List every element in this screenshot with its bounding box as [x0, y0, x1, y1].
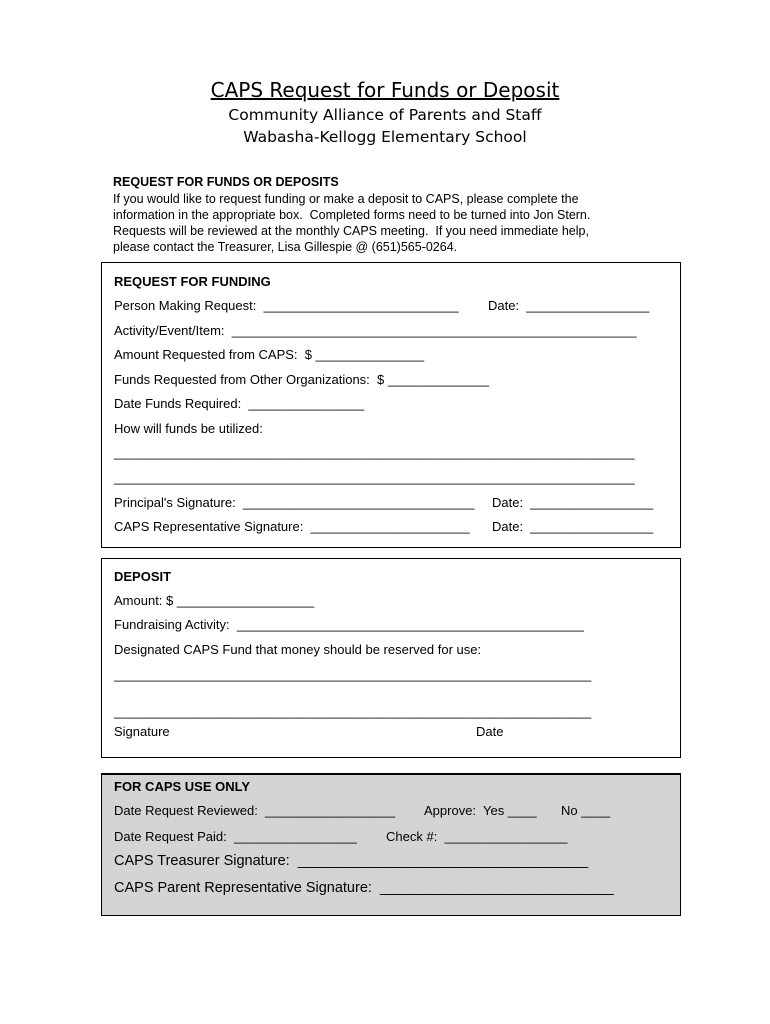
designated-fund-line[interactable]: __________________________________________________________________	[114, 667, 592, 682]
funding-section	[101, 262, 681, 548]
caps-use-section	[101, 773, 681, 916]
school-name: Wabasha-Kellogg Elementary School	[243, 128, 527, 146]
caps-use-heading: FOR CAPS USE ONLY	[114, 779, 251, 794]
approve-no-field[interactable]: No ____	[561, 803, 611, 818]
intro-line: Requests will be reviewed at the monthly CAPS meeting. If you need immediate help,	[113, 224, 589, 238]
date-label: Date	[476, 724, 504, 739]
funding-heading: REQUEST FOR FUNDING	[114, 274, 271, 289]
check-number-field[interactable]: Check #: _________________	[386, 829, 568, 844]
parent-rep-signature-field[interactable]: CAPS Parent Representative Signature: _____________________________	[114, 880, 614, 896]
caps-rep-date-field[interactable]: Date: _________________	[492, 519, 654, 534]
utilized-line[interactable]: ________________________________________________________________________	[114, 445, 635, 460]
designated-fund-label: Designated CAPS Fund that money should be reserved for use:	[114, 642, 482, 657]
request-date-field[interactable]: Date: _________________	[488, 298, 650, 313]
amount-requested-field[interactable]: Amount Requested from CAPS: $ _______________	[114, 347, 425, 362]
fundraising-activity-field[interactable]: Fundraising Activity: ________________________________________________	[114, 617, 584, 632]
date-reviewed-field[interactable]: Date Request Reviewed: __________________	[114, 803, 396, 818]
signature-label: Signature	[114, 724, 170, 739]
date-funds-required-field[interactable]: Date Funds Required: ________________	[114, 396, 365, 411]
intro-heading: REQUEST FOR FUNDS OR DEPOSITS	[113, 175, 339, 189]
date-paid-field[interactable]: Date Request Paid: _________________	[114, 829, 357, 844]
org-name: Community Alliance of Parents and Staff	[228, 106, 542, 124]
approve-yes-field[interactable]: Approve: Yes ____	[424, 803, 537, 818]
treasurer-signature-field[interactable]: CAPS Treasurer Signature: ____________________________________	[114, 853, 589, 869]
deposit-heading: DEPOSIT	[114, 569, 172, 584]
other-orgs-funds-field[interactable]: Funds Requested from Other Organizations: $ ______________	[114, 372, 490, 387]
intro-line: information in the appropriate box. Completed forms need to be turned into Jon Stern.	[113, 208, 591, 222]
deposit-amount-field[interactable]: Amount: $ ___________________	[114, 593, 315, 608]
principal-date-field[interactable]: Date: _________________	[492, 495, 654, 510]
form-title: CAPS Request for Funds or Deposit	[210, 78, 560, 102]
utilized-line[interactable]: ________________________________________________________________________	[114, 470, 635, 485]
deposit-section	[101, 558, 681, 758]
caps-rep-signature-field[interactable]: CAPS Representative Signature: ______________________	[114, 519, 470, 534]
person-making-request-field[interactable]: Person Making Request: ___________________________	[114, 298, 459, 313]
principal-signature-field[interactable]: Principal's Signature: ________________________________	[114, 495, 475, 510]
funds-utilized-label: How will funds be utilized:	[114, 421, 263, 436]
intro-line: If you would like to request funding or make a deposit to CAPS, please complete the	[113, 192, 579, 206]
activity-field[interactable]: Activity/Event/Item: ________________________________________________________	[114, 323, 637, 338]
intro-line: please contact the Treasurer, Lisa Gillespie @ (651)565-0264.	[113, 240, 458, 254]
signature-line[interactable]: __________________________________________________________________	[114, 704, 592, 719]
